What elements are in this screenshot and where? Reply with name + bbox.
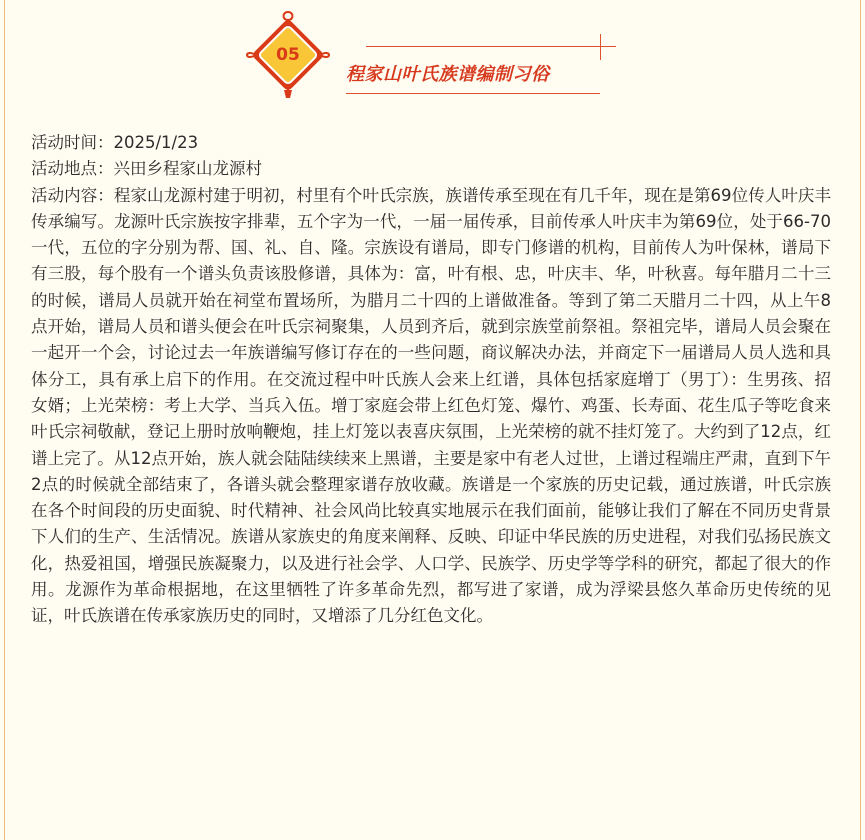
activity-content-paragraph	[31, 183, 831, 630]
header-rule-tick	[600, 34, 601, 60]
page-border-left	[4, 0, 5, 840]
activity-content-label: 活动内容：	[31, 185, 114, 205]
section-header	[0, 0, 865, 110]
header-rule-top	[366, 46, 616, 47]
activity-details	[31, 130, 831, 630]
activity-time-label: 活动时间：	[31, 133, 114, 152]
activity-place-value: 兴田乡程家山龙源村	[113, 159, 262, 179]
section-number-badge: 05	[276, 45, 300, 65]
activity-time-value: 2025/1/23	[113, 133, 199, 152]
activity-time-line	[31, 130, 831, 156]
title-underline	[346, 93, 600, 94]
activity-content-value: 程家山龙源村建于明初，村里有个叶氏宗族，族谱传承至现在有几千年，现在是第69位传人叶庆丰传承编写。龙源叶氏宗族按字排辈，五个字为一代，一届一届传承，目前传承人叶庆丰为第69位，处于66-70一代，五位的字分别为帮、国、礼、自、隆。宗族设有谱局，即专门修谱的机构，目前传人为叶保林，谱局下有三股，每个股有一个谱头负责该股修谱，具体为：富，叶有根、忠，叶庆丰、华，叶秋喜。每年腊月二十三的时候，谱局人员就开始在祠堂布置场所，为腊月二十四的上谱做准备。等到了第二天腊月二十四，从上午8点开始，谱局人员和谱头便会在叶氏宗祠聚集，人员到齐后，就到宗族堂前祭祖。祭祖完毕，谱局人员会聚在一起开一个会，讨论过去一年族谱编写修订存在的一些问题，商议解决办法，并商定下一届谱局人员人选和具体分工，具有承上启下的作用。在交流过程中叶氏族人会来上红谱，具体包括家庭增丁（男丁）：生男孩、招女婿；上光荣榜：考上大学、当兵入伍。增丁家庭会带上红色灯笼、爆竹、鸡蛋、长寿面、花生瓜子等吃食来叶氏宗祠敬献，登记上册时放响鞭炮，挂上灯笼以表喜庆氛围，上光荣榜的就不挂灯笼了。大约到了12点，红谱上完了。从12点开始，族人就会陆陆续续来上黑谱，主要是家中有老人过世，上谱过程端庄严肃，直到下午2点的时候就全部结束了，各谱头就会整理家谱存放收藏。族谱是一个家族的历史记载，通过族谱，叶氏宗族在各个时间段的历史面貌、时代精神、社会风尚比较真实地展示在我们面前，能够让我们了解在不同历史背景下人们的生产、生活情况。族谱从家族史的角度来阐释、反映、印证中华民族的历史进程，对我们弘扬民族文化，热爱祖国，增强民族凝聚力，以及进行社会学、人口学、民族学、历史学等学科的研究，都起了很大的作用。龙源作为革命根据地，在这里牺牲了许多革命先烈，都写进了家谱，成为浮梁县悠久革命历史传统的见证，叶氏族谱在传承家族历史的同时，又增添了几分红色文化。	[31, 185, 831, 626]
activity-place-label: 活动地点：	[31, 159, 114, 179]
section-title: 程家山叶氏族谱编制习俗	[346, 64, 550, 85]
page-border-right	[860, 0, 861, 840]
activity-place-line	[31, 156, 831, 182]
